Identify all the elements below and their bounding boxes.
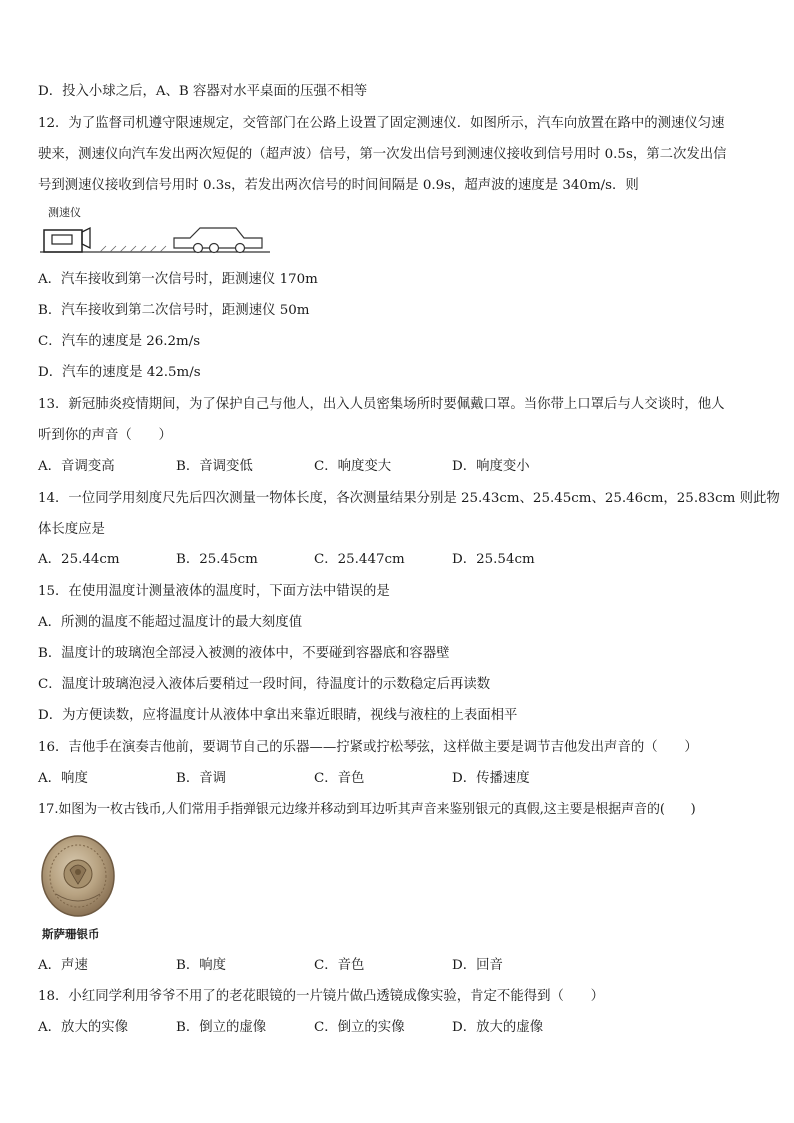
q18-option-a: A．放大的实像 [38,1020,129,1035]
q16-option-a: A．响度 [38,771,88,786]
q17-option-c: C．音色 [314,958,365,973]
q13-option-c: C．响度变大 [314,459,392,474]
q17-option-a: A．声速 [38,958,88,973]
q12-stem-line-2: 驶来，测速仪向汽车发出两次短促的（超声波）信号，第一次发出信号到测速仪接收到信号用时 0.5s，第二次发出信 [38,147,727,162]
q18-option-b: B．倒立的虚像 [176,1020,267,1035]
speed-meter-label: 测速仪 [48,206,81,219]
q17-stem: 17.如图为一枚古钱币,人们常用手指弹银元边缘并移动到耳边听其声音来鉴别银元的真假,这主要是根据声音的( ) [38,802,696,817]
ground-hatching [100,246,166,252]
q14-stem-line-2: 体长度应是 [38,522,105,537]
speed-meter-icon [44,228,90,252]
q13-stem-line-1: 13．新冠肺炎疫情期间，为了保护自己与他人，出入人员密集场所时要佩戴口罩。当你带上口罩后与人交谈时，他人 [38,397,725,412]
q14-option-c: C．25.447cm [314,552,405,567]
q18-option-c: C．倒立的实像 [314,1020,405,1035]
q14-option-b: B．25.45cm [176,552,258,567]
q12-option-d: D．汽车的速度是 42.5m/s [38,365,201,380]
q14-stem-line-1: 14．一位同学用刻度尺先后四次测量一物体长度，各次测量结果分别是 25.43cm、25.45cm、25.46cm，25.83cm 则此物 [38,491,780,506]
coin-caption: 斯萨珊银币 [42,927,100,941]
q12-option-b: B．汽车接收到第二次信号时，距测速仪 50m [38,303,310,318]
q17-option-d: D．回音 [452,958,503,973]
silver-coin-image [40,834,120,920]
q13-stem-line-2: 听到你的声音（ ） [38,428,172,443]
q15-stem: 15．在使用温度计测量液体的温度时，下面方法中错误的是 [38,584,390,599]
q16-option-c: C．音色 [314,771,365,786]
q15-option-c: C．温度计玻璃泡浸入液体后要稍过一段时间，待温度计的示数稳定后再读数 [38,677,491,692]
car-icon [174,228,262,253]
q16-option-d: D．传播速度 [452,771,530,786]
q15-option-d: D．为方便读数，应将温度计从液体中拿出来靠近眼睛，视线与液柱的上表面相平 [38,708,518,723]
q15-option-a: A．所测的温度不能超过温度计的最大刻度值 [38,615,303,630]
q18-option-d: D．放大的虚像 [452,1020,544,1035]
q11-option-d: D．投入小球之后，A、B 容器对水平桌面的压强不相等 [38,84,368,99]
q18-stem: 18．小红同学利用爷爷不用了的老花眼镜的一片镜片做凸透镜成像实验，肯定不能得到（ ） [38,989,605,1004]
q16-option-b: B．音调 [176,771,227,786]
q12-option-a: A．汽车接收到第一次信号时，距测速仪 170m [38,272,318,287]
q13-option-a: A．音调变高 [38,459,115,474]
q12-option-c: C．汽车的速度是 26.2m/s [38,334,201,349]
q12-stem-line-3: 号到测速仪接收到信号用时 0.3s，若发出两次信号的时间间隔是 0.9s，超声波的速度是 340m/s．则 [38,178,639,193]
q14-option-d: D．25.54cm [452,552,535,567]
q16-stem: 16．吉他手在演奏吉他前，要调节自己的乐器——拧紧或拧松琴弦，这样做主要是调节吉他发出声音的（ ） [38,740,698,755]
q15-option-b: B．温度计的玻璃泡全部浸入被测的液体中，不要碰到容器底和容器壁 [38,646,450,661]
q13-option-b: B．音调变低 [176,459,253,474]
q13-option-d: D．响度变小 [452,459,530,474]
speed-meter-figure [40,218,272,254]
q14-option-a: A．25.44cm [38,552,120,567]
q12-stem-line-1: 12．为了监督司机遵守限速规定，交管部门在公路上设置了固定测速仪．如图所示，汽车向放置在路中的测速仪匀速 [38,116,725,131]
q17-option-b: B．响度 [176,958,227,973]
